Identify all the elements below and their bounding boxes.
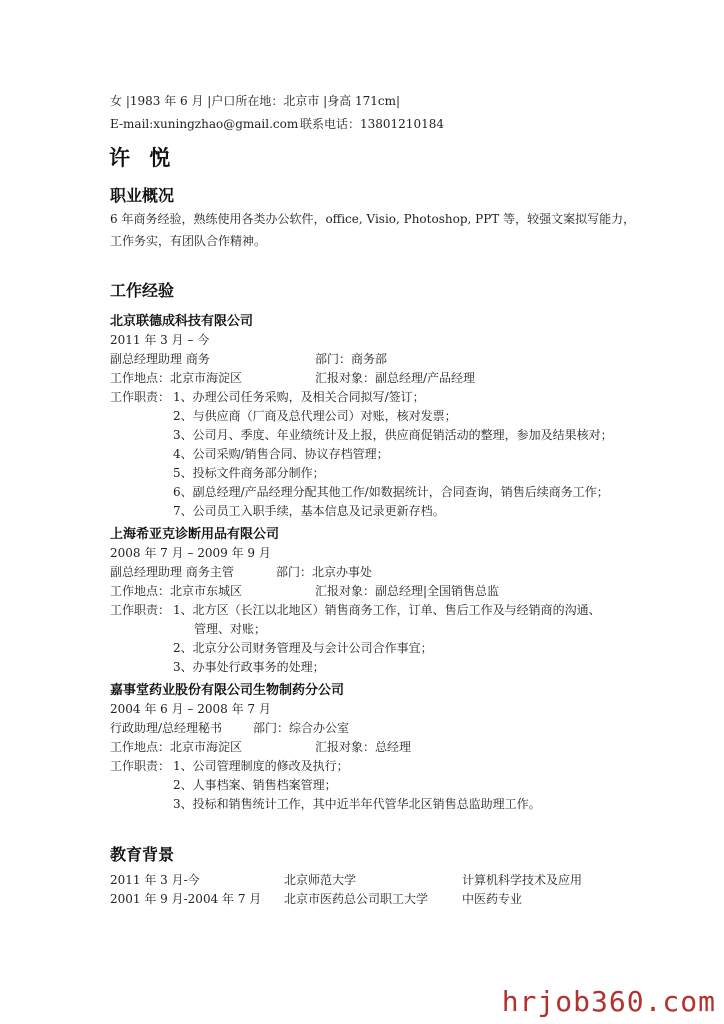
job-report: 汇报对象：副总经理/产品经理	[315, 371, 476, 385]
education-school: 北京市医药总公司职工大学	[284, 892, 429, 906]
job-position: 副总经理助理 商务	[110, 352, 210, 366]
job-department: 部门：北京办事处	[276, 565, 373, 579]
job-period: 2004 年 6 月 – 2008 年 7 月	[110, 702, 271, 716]
job-duty: 7、公司员工入职手续，基本信息及记录更新存档。	[173, 504, 445, 518]
job-location: 工作地点：北京市海淀区	[110, 740, 243, 754]
job-company: 上海希亚克诊断用品有限公司	[110, 527, 280, 542]
job-position: 行政助理/总经理秘书	[110, 721, 223, 735]
summary-title: 职业概况	[110, 186, 175, 205]
education-school: 北京师范大学	[284, 873, 357, 887]
email-text: E-mail:xuningzhao@gmail.com	[110, 117, 299, 131]
job-company: 北京联德成科技有限公司	[110, 314, 254, 329]
job-department: 部门：商务部	[315, 352, 388, 366]
job-period: 2011 年 3 月 – 今	[110, 333, 210, 347]
job-duty: 5、投标文件商务部分制作；	[173, 466, 325, 480]
job-department: 部门：综合办公室	[253, 721, 350, 735]
summary-line-1: 6 年商务经验，熟练使用各类办公软件，office, Visio, Photoshop, PPT 等，较强文案拟写能力，	[110, 212, 636, 226]
job-duty: 1、办理公司任务采购，及相关合同拟写/签订；	[173, 390, 425, 404]
job-company: 嘉事堂药业股份有限公司生物制药分公司	[110, 683, 345, 698]
phone-text: 联系电话：13801210184	[300, 117, 444, 131]
candidate-name: 许 悦	[109, 146, 177, 170]
job-duty: 4、公司采购/销售合同、协议存档管理；	[173, 447, 389, 461]
job-duty: 2、北京分公司财务管理及与会计公司合作事宜；	[173, 641, 433, 655]
job-duty: 3、公司月、季度、年业绩统计及上报，供应商促销活动的整理，参加及结果核对；	[173, 428, 613, 442]
education-title: 教育背景	[110, 845, 175, 864]
job-duty: 2、人事档案、销售档案管理；	[173, 778, 337, 792]
job-location: 工作地点：北京市东城区	[110, 584, 243, 598]
education-period: 2001 年 9 月-2004 年 7 月	[110, 892, 262, 906]
personal-info-line: 女 |1983 年 6 月 |户口所在地：北京市 |身高 171cm|	[110, 94, 401, 108]
job-duty: 6、副总经理/产品经理分配其他工作/如数据统计，合同查询，销售后续商务工作；	[173, 485, 609, 499]
job-report: 汇报对象：总经理	[315, 740, 412, 754]
job-duty: 1、公司管理制度的修改及执行；	[173, 759, 349, 773]
job-location: 工作地点：北京市海淀区	[110, 371, 243, 385]
job-duty: 1、北方区（长江以北地区）销售商务工作，订单、售后工作及与经销商的沟通、	[173, 603, 601, 617]
job-position: 副总经理助理 商务主管	[110, 565, 234, 579]
site-watermark: hrjob360.com	[501, 985, 716, 1018]
job-report: 汇报对象：副总经理|全国销售总监	[315, 584, 500, 598]
job-duty-label: 工作职责：	[110, 759, 171, 773]
job-duty: 2、与供应商（厂商及总代理公司）对账，核对发票；	[173, 409, 457, 423]
summary-line-2: 工作务实，有团队合作精神。	[110, 234, 267, 248]
job-duty: 3、办事处行政事务的处理；	[173, 660, 325, 674]
education-period: 2011 年 3 月-今	[110, 873, 200, 887]
job-duty: 管理、对账；	[194, 622, 267, 636]
job-duty-label: 工作职责：	[110, 603, 171, 617]
job-duty: 3、投标和销售统计工作，其中近半年代管华北区销售总监助理工作。	[173, 797, 541, 811]
experience-title: 工作经验	[110, 281, 175, 300]
job-period: 2008 年 7 月 – 2009 年 9 月	[110, 546, 271, 560]
job-duty-label: 工作职责：	[110, 390, 171, 404]
education-major: 计算机科学技术及应用	[462, 873, 583, 887]
education-major: 中医药专业	[462, 892, 523, 906]
